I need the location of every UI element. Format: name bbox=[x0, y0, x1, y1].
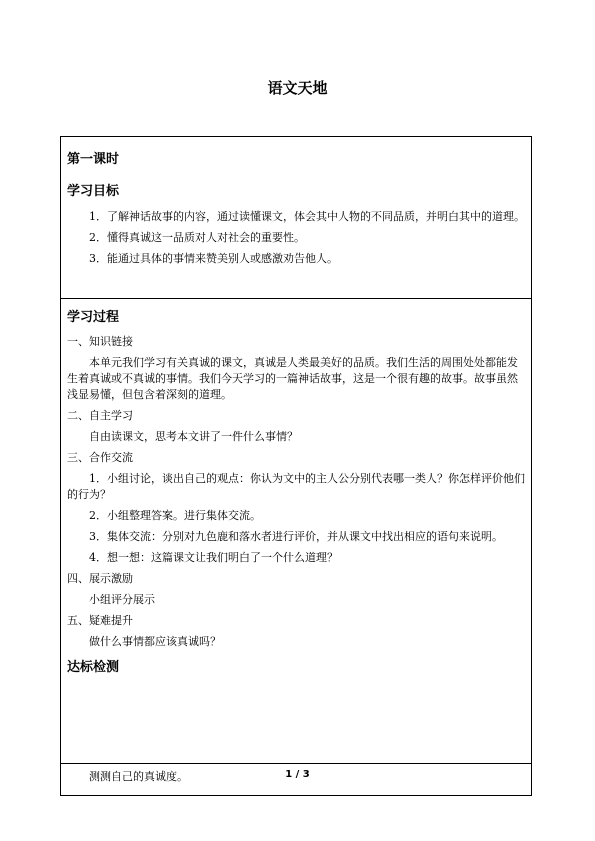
section-text: 小组评分展示 bbox=[89, 593, 155, 606]
process-cell bbox=[61, 306, 531, 764]
section-title: 四、展示激励 bbox=[67, 572, 133, 585]
lesson-table bbox=[60, 136, 532, 796]
section-text: 自由读课文，思考本文讲了一件什么事情？ bbox=[89, 430, 298, 443]
section-text: 做什么事情都应该真诚吗？ bbox=[89, 635, 221, 648]
section-title: 一、知识链接 bbox=[67, 335, 133, 348]
goal-item: 3．能通过具体的事情来赞美别人或感激劝告他人。 bbox=[89, 252, 338, 265]
section-title: 五、疑难提升 bbox=[67, 614, 133, 627]
section-title: 三、合作交流 bbox=[67, 451, 133, 464]
process-heading: 学习过程 bbox=[67, 310, 120, 325]
discussion-item: 3．集体交流：分别对九色鹿和落水者进行评价，并从课文中找出相应的语句来说明。 bbox=[89, 530, 503, 543]
goal-item: 2．懂得真诚这一品质对人对社会的重要性。 bbox=[89, 231, 305, 244]
test-text: 测测自己的真诚度。 bbox=[89, 770, 188, 783]
goals-cell bbox=[61, 148, 531, 299]
section-title: 二、自主学习 bbox=[67, 409, 133, 422]
goals-heading: 学习目标 bbox=[67, 184, 120, 199]
discussion-item: 2．小组整理答案。进行集体交流。 bbox=[89, 509, 261, 522]
section-text: 本单元我们学习有关真诚的课文，真诚是人类最美好的品质。我们生活的周围处处都能发生着真诚或不真诚的事情。我们今天学习的一篇神话故事，这是一个很有趣的故事。故事虽然浅显易懂，但包含着深刻的道理。 bbox=[67, 356, 518, 401]
page-title: 语文天地 bbox=[267, 79, 328, 97]
page-number: 1 / 3 bbox=[285, 769, 310, 780]
lesson-heading: 第一课时 bbox=[67, 152, 120, 167]
goal-item: 1．了解神话故事的内容，通过读懂课文，体会其中人物的不同品质，并明白其中的道理。 bbox=[89, 210, 525, 223]
discussion-item: 4．想一想：这篇课文让我们明白了一个什么道理？ bbox=[89, 551, 338, 564]
discussion-item: 1．小组讨论，谈出自己的观点：你认为文中的主人公分别代表哪一类人？你怎样评价他们的行为？ bbox=[67, 472, 525, 501]
test-heading: 达标检测 bbox=[67, 660, 120, 675]
